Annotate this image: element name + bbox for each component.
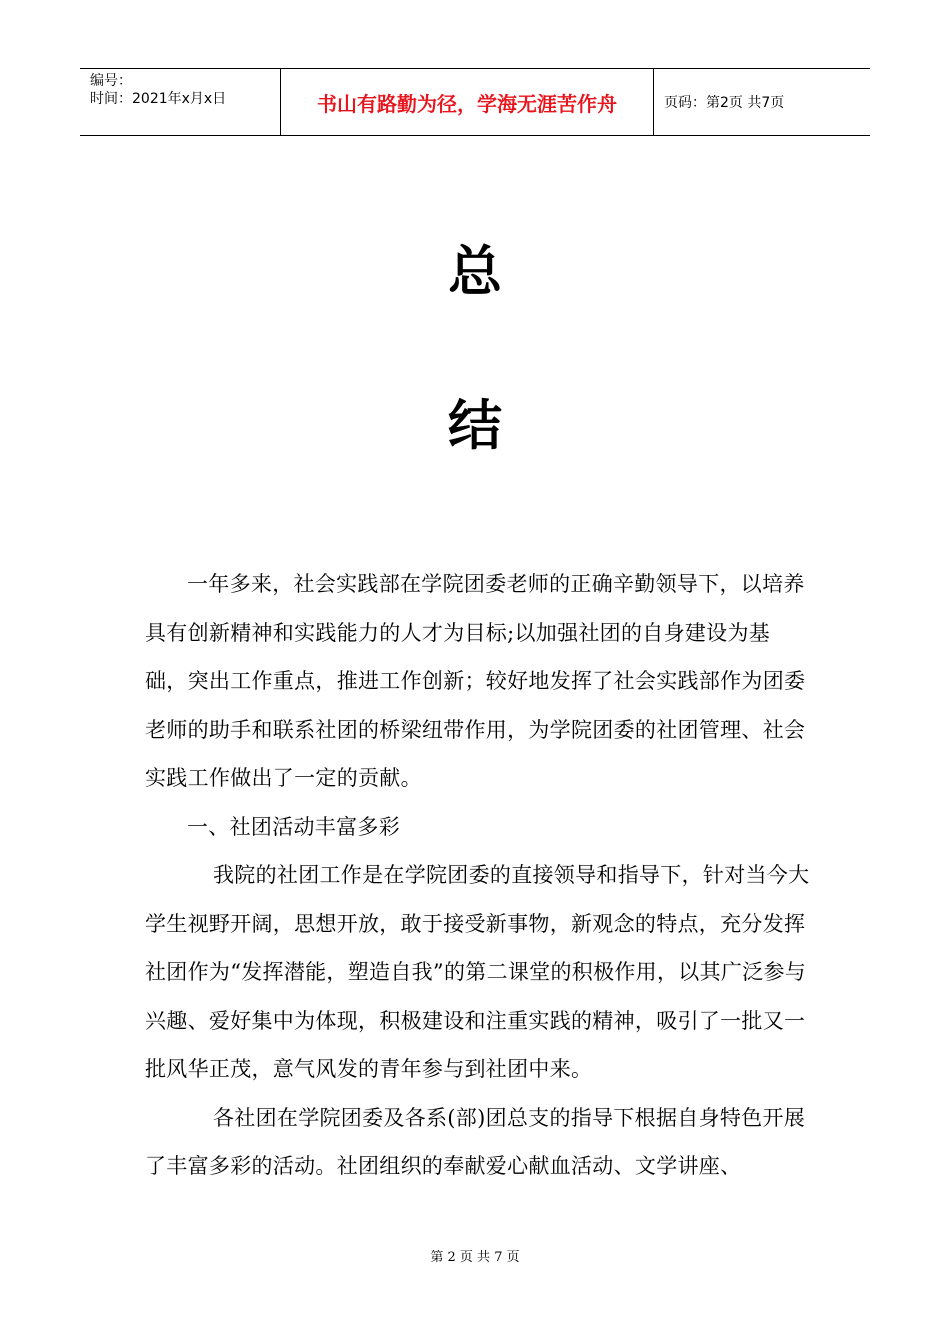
header-page-info: 页码：第2页 共7页 bbox=[664, 95, 785, 111]
number-label: 编号： bbox=[90, 73, 132, 89]
header-table bbox=[80, 68, 870, 136]
page-footer: 第 2 页 共 7 页 bbox=[430, 1250, 520, 1265]
body-paragraph: 各社团在学院团委及各系(部)团总支的指导下根据自身特色开展了丰富多彩的活动。社团组织的奉献爱心献血活动、文学讲座、 bbox=[145, 1105, 806, 1178]
title-char-2: 结 bbox=[448, 394, 502, 457]
title-char-1: 总 bbox=[448, 240, 502, 303]
header-motto: 书山有路勤为径，学海无涯苦作舟 bbox=[281, 69, 654, 135]
time-label: 时间：2021年x月x日 bbox=[90, 91, 227, 107]
body-paragraph: 我院的社团工作是在学院团委的直接领导和指导下，针对当今大学生视野开阔，思想开放，敢于接受新事物，新观念的特点，充分发挥社团作为“发挥潜能，塑造自我”的第二课堂的积极作用，以其广泛参与兴趣、爱好集中为体现，积极建设和注重实践的精神，吸引了一批又一批风华正茂，意气风发的青年参与到社团中来。 bbox=[145, 863, 810, 1081]
document-body bbox=[145, 560, 810, 1191]
header-meta bbox=[80, 69, 281, 135]
intro-paragraph: 一年多来，社会实践部在学院团委老师的正确辛勤领导下，以培养具有创新精神和实践能力的人才为目标;以加强社团的自身建设为基础，突出工作重点，推进工作创新；较好地发挥了社会实践部作为团委老师的助手和联系社团的桥梁纽带作用，为学院团委的社团管理、社会实践工作做出了一定的贡献。 bbox=[145, 572, 806, 790]
section-heading: 一、社团活动丰富多彩 bbox=[187, 814, 400, 839]
